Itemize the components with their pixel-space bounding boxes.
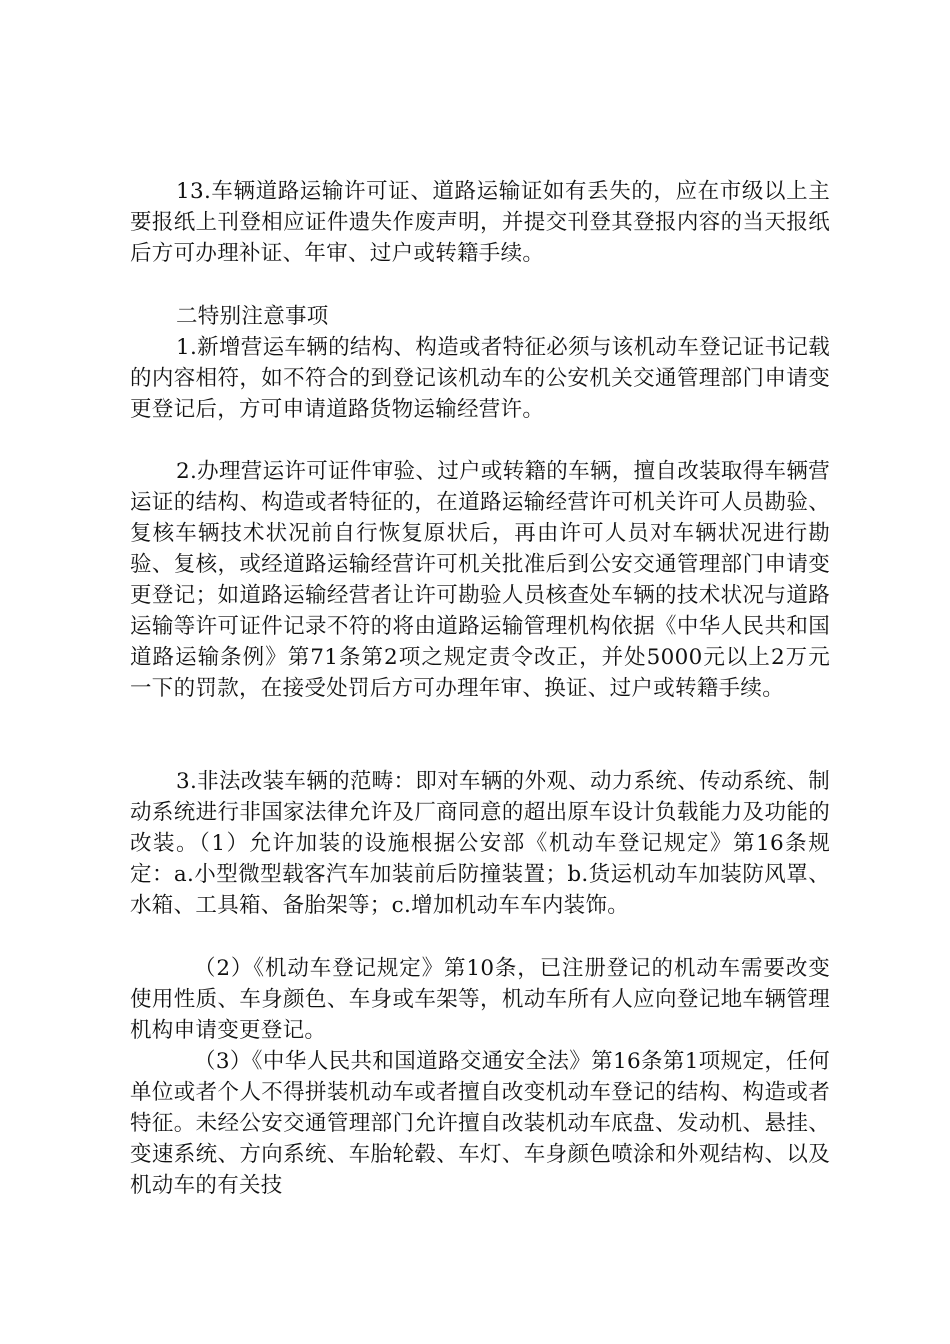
paragraph-note-1: 1.新增营运车辆的结构、构造或者特征必须与该机动车登记证书记载的内容相符，如不符合的到登记该机动车的公安机关交通管理部门申请变更登记后，方可申请道路货物运输经营许。 bbox=[130, 335, 830, 422]
paragraph-note-3-2: （2）《机动车登记规定》第10条，已注册登记的机动车需要改变使用性质、车身颜色、车身或车架等，机动车所有人应向登记地车辆管理机构申请变更登记。 bbox=[130, 956, 830, 1043]
paragraph-note-3: 3.非法改装车辆的范畴：即对车辆的外观、动力系统、传动系统、制动系统进行非国家法律允许及厂商同意的超出原车设计负载能力及功能的改装。（1）允许加装的设施根据公安部《机动车登记规定》第16条规定：a.小型微型载客汽车加装前后防撞装置；b.货运机动车加装防风罩、水箱、工具箱、备胎架等；c.增加机动车车内装饰。 bbox=[130, 769, 830, 918]
paragraph-note-3-3: （3）《中华人民共和国道路交通安全法》第16条第1项规定，任何单位或者个人不得拼装机动车或者擅自改变机动车登记的结构、构造或者特征。未经公安交通管理部门允许擅自改装机动车底盘、发动机、悬挂、变速系统、方向系统、车胎轮毂、车灯、车身颜色喷涂和外观结构、以及机动车的有关技 bbox=[130, 1049, 830, 1198]
paragraph-item-13: 13.车辆道路运输许可证、道路运输证如有丢失的，应在市级以上主要报纸上刊登相应证件遗失作废声明，并提交刊登其登报内容的当天报纸后方可办理补证、年审、过户或转籍手续。 bbox=[130, 179, 830, 266]
section-heading: 二特别注意事项 bbox=[176, 304, 329, 329]
paragraph-note-2: 2.办理营运许可证件审验、过户或转籍的车辆，擅自改装取得车辆营运证的结构、构造或者特征的，在道路运输经营许可机关许可人员勘验、复核车辆技术状况前自行恢复原状后，再由许可人员对车辆状况进行勘验、复核，或经道路运输经营许可机关批准后到公安交通管理部门申请变更登记；如道路运输经营者让许可勘验人员核查处车辆的技术状况与道路运输等许可证件记录不符的将由道路运输管理机构依据《中华人民共和国道路运输条例》第71条第2项之规定责令改正，并处5000元以上2万元一下的罚款，在接受处罚后方可办理年审、换证、过户或转籍手续。 bbox=[130, 459, 830, 701]
